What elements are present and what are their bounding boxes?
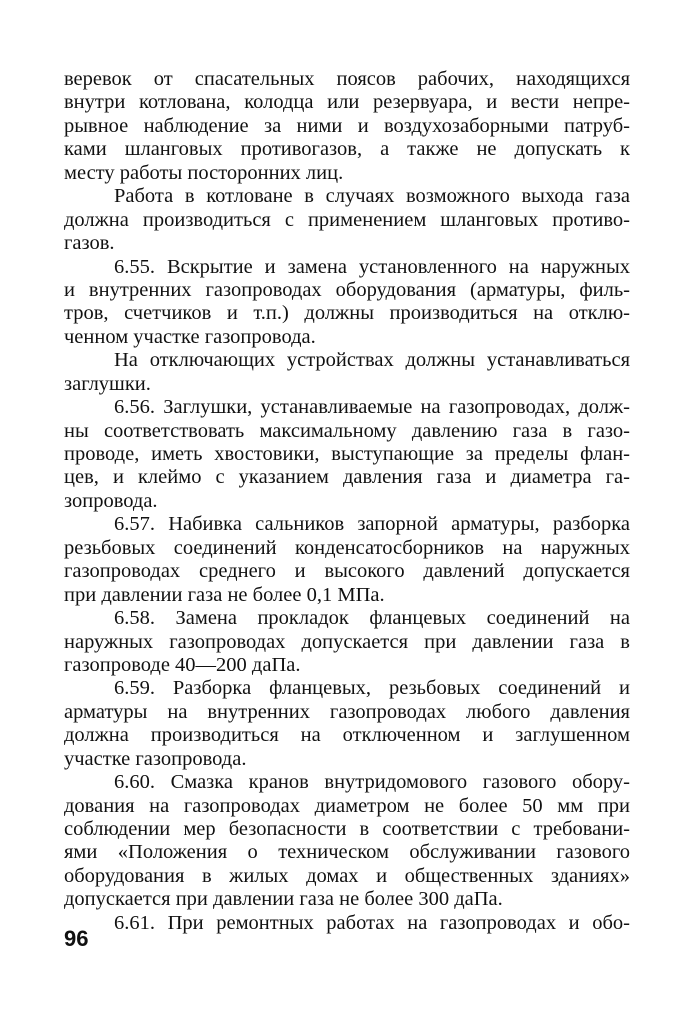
text-line: 6.61. При ремонтных работах на газопроводах и обо- <box>114 911 630 934</box>
text-line: должна производиться на отключенном и заглушенном <box>64 724 630 747</box>
text-line: 6.60. Смазка кранов внутридомового газового обору- <box>114 771 630 794</box>
text-line: ками шланговых противогазов, а также не допускать к <box>64 138 630 161</box>
text-line: месту работы посторонних лиц. <box>64 161 344 184</box>
text-line: оборудования в жилых домах и общественных зданиях» <box>64 864 630 887</box>
text-line: Работа в котловане в случаях возможного выхода газа <box>114 185 630 208</box>
page-number: 96 <box>64 926 89 951</box>
paragraph-6-58 <box>64 607 630 677</box>
text-line: газопроводах среднего и высокого давлений допускается <box>64 560 630 583</box>
text-line: участке газопровода. <box>64 747 247 770</box>
paragraph-6-56 <box>64 396 630 513</box>
text-line: 6.58. Замена прокладок фланцевых соединений на <box>114 607 630 630</box>
text-line: при давлении газа не более 0,1 МПа. <box>64 583 385 606</box>
text-line: дования на газопроводах диаметром не более 50 мм при <box>64 794 630 817</box>
text-line: должна производиться с применением шланговых противо- <box>64 208 630 231</box>
text-line: резьбовых соединений конденсатосборников на наружных <box>64 536 630 559</box>
paragraph-6-60 <box>64 771 630 912</box>
text-line: заглушки. <box>64 372 151 395</box>
text-line: ченном участке газопровода. <box>64 325 316 348</box>
text-line: 6.59. Разборка фланцевых, резьбовых соединений и <box>114 677 630 700</box>
text-line: наружных газопроводах допускается при давлении газа в <box>64 630 630 653</box>
paragraph-6-59 <box>64 677 630 771</box>
paragraph-continuation <box>64 68 630 185</box>
text-line: и внутренних газопроводах оборудования (арматуры, филь- <box>64 278 630 301</box>
text-line: допускается при давлении газа не более 300 даПа. <box>64 888 503 911</box>
paragraph-6-55 <box>64 256 630 350</box>
text-line: зопровода. <box>64 489 158 512</box>
text-line: внутри котлована, колодца или резервуара, и вести непре- <box>64 91 630 114</box>
text-line: веревок от спасательных поясов рабочих, находящихся <box>64 68 630 90</box>
text-line: газов. <box>64 232 115 255</box>
text-line: ны соответствовать максимальному давлению газа в газо- <box>64 419 630 442</box>
page-body <box>64 68 630 935</box>
text-line: 6.55. Вскрытие и замена установленного на наружных <box>114 255 630 278</box>
text-line: газопроводе 40—200 даПа. <box>64 653 301 676</box>
text-line: 6.57. Набивка сальников запорной арматуры, разборка <box>114 513 630 536</box>
text-line: соблюдении мер безопасности в соответствии с требовани- <box>64 818 630 840</box>
paragraph-6-57 <box>64 513 630 607</box>
paragraph-plugs <box>64 349 630 396</box>
paragraph-trench-work <box>64 185 630 255</box>
text-line: 6.56. Заглушки, устанавливаемые на газопроводах, долж- <box>114 396 630 419</box>
paragraph-6-61 <box>64 912 630 935</box>
text-line: рывное наблюдение за ними и воздухозаборными патруб- <box>64 114 630 137</box>
text-line: цев, и клеймо с указанием давления газа и диаметра га- <box>64 466 630 489</box>
text-line: тров, счетчиков и т.п.) должны производиться на отклю- <box>64 302 630 325</box>
text-line: проводе, иметь хвостовики, выступающие за пределы флан- <box>64 443 630 465</box>
text-line: ями «Положения о техническом обслуживании газового <box>64 841 630 864</box>
text-line: На отключающих устройствах должны устанавливаться <box>114 349 630 372</box>
text-line: арматуры на внутренних газопроводах любого давления <box>64 700 630 723</box>
